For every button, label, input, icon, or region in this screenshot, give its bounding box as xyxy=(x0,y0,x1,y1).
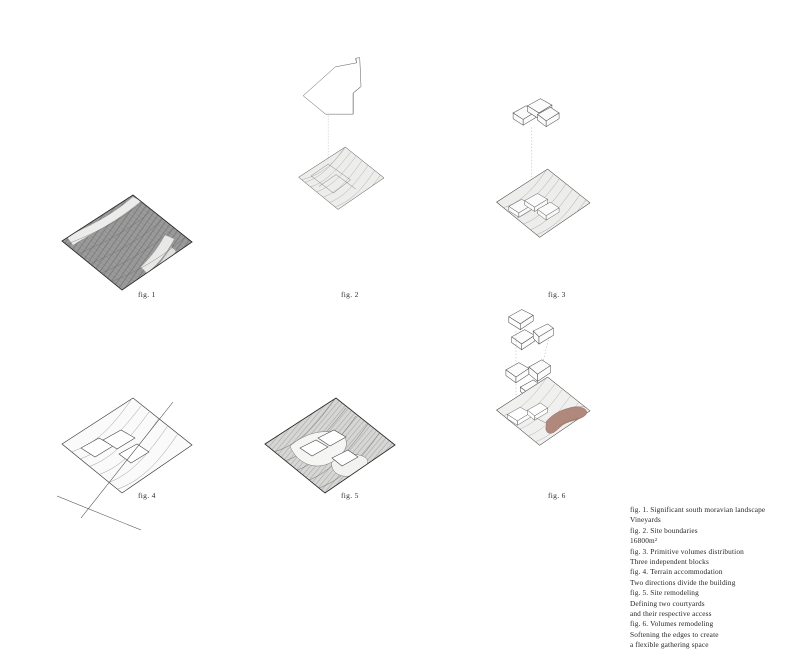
caption-line: fig. 6. Volumes remodeling xyxy=(630,619,714,629)
caption-line: Three independent blocks xyxy=(630,557,709,567)
caption-line: fig. 5. Site remodeling xyxy=(630,588,699,598)
figure-3-label: fig. 3 xyxy=(548,290,566,299)
figure-1-diagram xyxy=(45,175,275,405)
fig5-terrain-plot xyxy=(258,393,403,498)
figure-6-label: fig. 6 xyxy=(548,491,566,500)
fig1-site-plot xyxy=(55,190,200,295)
figure-5-diagram xyxy=(248,378,478,608)
caption-line: Vineyards xyxy=(630,515,661,525)
figure-5-label: fig. 5 xyxy=(341,491,359,500)
caption-line: a flexible gathering space xyxy=(630,640,709,650)
figure-2-diagram xyxy=(248,55,478,285)
caption-line: fig. 1. Significant south moravian landscape xyxy=(630,505,766,514)
caption-line: Defining two courtyards xyxy=(630,598,705,608)
figure-4-label: fig. 4 xyxy=(138,491,156,500)
caption-line: and their respective access xyxy=(630,609,712,619)
caption-block xyxy=(630,505,798,651)
figure-6-diagram xyxy=(452,298,682,528)
caption-line: fig. 4. Terrain accommodation xyxy=(630,567,723,577)
fig4-terrain-plot xyxy=(62,398,192,493)
caption-line: Two directions divide the building xyxy=(630,577,736,587)
figure-3-diagram xyxy=(452,90,682,320)
fig3-volume-blocks xyxy=(513,99,559,127)
caption-line: Softening the edges to create xyxy=(630,629,719,639)
figure-2-label: fig. 2 xyxy=(341,290,359,299)
caption-line: fig. 2. Site boundaries xyxy=(630,525,698,535)
fig2-site-boundary xyxy=(303,58,361,115)
caption-line: 16800m² xyxy=(630,536,658,546)
fig2-terrain-plot xyxy=(299,147,384,210)
fig6-remodelled-blocks xyxy=(509,310,554,350)
figure-4-diagram xyxy=(45,378,275,608)
caption-line: fig. 3. Primitive volumes distribution xyxy=(630,546,744,556)
figure-1-label: fig. 1 xyxy=(138,290,156,299)
fig3-terrain-plot xyxy=(497,169,590,238)
